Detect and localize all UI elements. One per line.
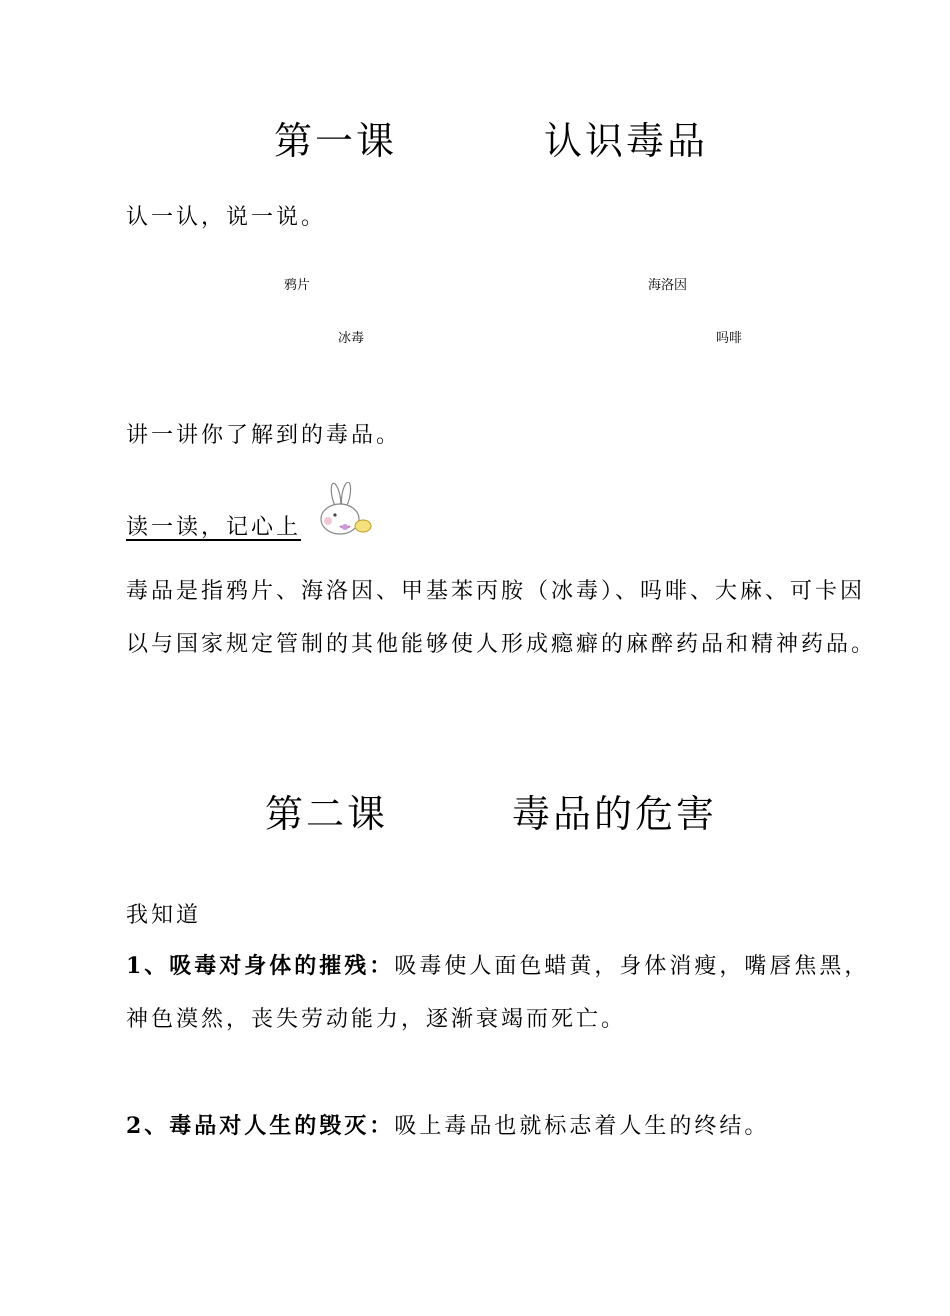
harm-point-2 <box>126 1100 886 1153</box>
harm-point-2-text: 吸上毒品也就标志着人生的终结。 <box>394 1114 770 1139</box>
lesson1-title: 认识毒品 <box>544 119 709 163</box>
prompt-tell: 讲一讲你了解到的毒品。 <box>126 423 402 448</box>
harm-point-1 <box>126 940 886 1046</box>
harm-point-1-heading: 1、吸毒对身体的摧残： <box>126 953 395 979</box>
drug-label-opium: 鸦片 <box>284 278 311 293</box>
drug-label-meth: 冰毒 <box>338 331 365 346</box>
harm-point-2-heading: 2、毒品对人生的毁灭： <box>126 1113 395 1139</box>
prompt-recognize: 认一认，说一说。 <box>126 205 327 230</box>
prompt-read: 读一读，记心上 <box>126 515 302 540</box>
lesson2-title: 毒品的危害 <box>512 792 718 836</box>
drug-label-heroin: 海洛因 <box>648 278 688 293</box>
lesson1-number: 第一课 <box>274 119 398 163</box>
harm-point-1-text: 吸毒使人面色蜡黄，身体消瘦，嘴唇焦黑，神色漠然，丧失劳动能力，逐渐衰竭而死亡。 <box>126 954 870 1032</box>
drug-definition: 毒品是指鸦片、海洛因、甲基苯丙胺（冰毒）、吗啡、大麻、可卡因以与国家规定管制的其他能够使人形成瘾癖的麻醉药品和精神药品。 <box>126 579 877 657</box>
drug-label-morphine: 吗啡 <box>716 331 743 346</box>
lesson2-number: 第二课 <box>265 792 389 836</box>
lesson2-intro: 我知道 <box>126 903 202 928</box>
rabbit-icon <box>314 482 374 538</box>
